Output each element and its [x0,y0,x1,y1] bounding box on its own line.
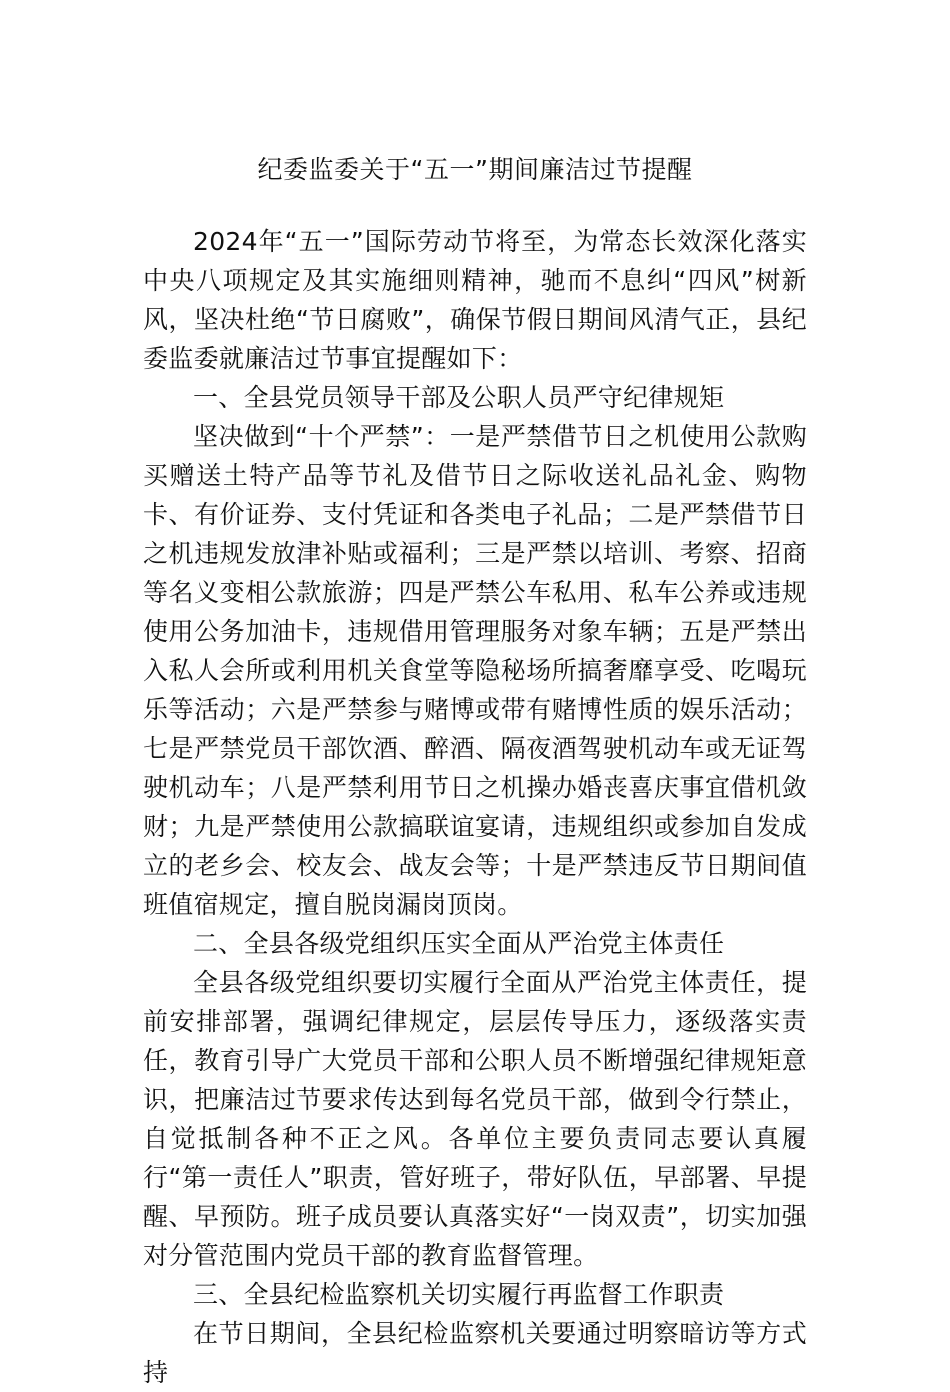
section-1-paragraph: 坚决做到“十个严禁”：一是严禁借节日之机使用公款购买赠送土特产品等节礼及借节日之际收送礼品礼金、购物卡、有价证券、支付凭证和各类电子礼品；二是严禁借节日之机违规发放津补贴或福利；三是严禁以培训、考察、招商等名义变相公款旅游；四是严禁公车私用、私车公养或违规使用公务加油卡，违规借用管理服务对象车辆；五是严禁出入私人会所或利用机关食堂等隐秘场所搞奢靡享受、吃喝玩乐等活动；六是严禁参与赌博或带有赌博性质的娱乐活动；七是严禁党员干部饮酒、醉酒、隔夜酒驾驶机动车或无证驾驶机动车；八是严禁利用节日之机操办婚丧喜庆事宜借机敛财；九是严禁使用公款搞联谊宴请，违规组织或参加自发成立的老乡会、校友会、战友会等；十是严禁违反节日期间值班值宿规定，擅自脱岗漏岗顶岗。 [143,422,807,919]
section-3-paragraph: 在节日期间，全县纪检监察机关要通过明察暗访等方式持 [143,1319,807,1387]
section-heading-1: 一、全县党员领导干部及公职人员严守纪律规矩 [193,383,725,412]
document-body [143,222,807,1392]
document-title: 纪委监委关于“五一”期间廉洁过节提醒 [257,155,693,184]
intro-paragraph: 2024年“五一”国际劳动节将至，为常态长效深化落实中央八项规定及其实施细则精神，驰而不息纠“四风”树新风，坚决杜绝“节日腐败”，确保节假日期间风清气正，县纪委监委就廉洁过节事宜提醒如下： [143,227,807,373]
section-heading-2: 二、全县各级党组织压实全面从严治党主体责任 [193,929,725,958]
section-2-paragraph: 全县各级党组织要切实履行全面从严治党主体责任，提前安排部署，强调纪律规定，层层传导压力，逐级落实责任，教育引导广大党员干部和公职人员不断增强纪律规矩意识，把廉洁过节要求传达到每名党员干部，做到令行禁止，自觉抵制各种不正之风。各单位主要负责同志要认真履行“第一责任人”职责，管好班子，带好队伍，早部署、早提醒、早预防。班子成员要认真落实好“一岗双责”，切实加强对分管范围内党员干部的教育监督管理。 [143,968,807,1270]
section-heading-3: 三、全县纪检监察机关切实履行再监督工作职责 [193,1280,725,1309]
